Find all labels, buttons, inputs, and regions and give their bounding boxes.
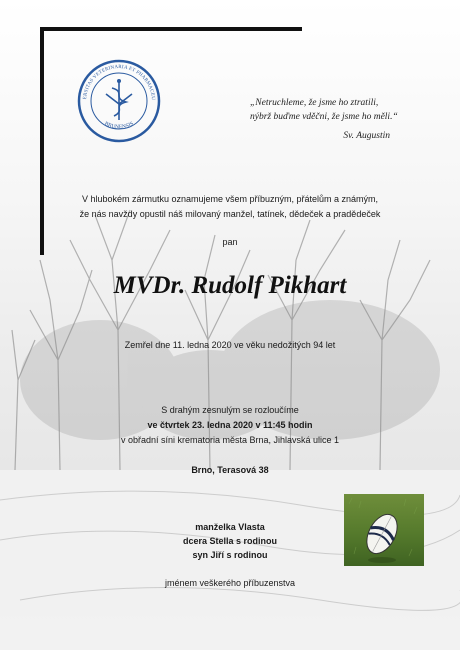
deceased-name: MVDr. Rudolf Pikhart	[113, 272, 347, 299]
funeral-line-1: S drahým zesnulým se rozloučíme	[161, 405, 299, 415]
announcement-intro	[60, 192, 400, 222]
seal-ring-text: ERSITAS VETERINARIA ET PHARMACEU	[83, 64, 156, 101]
quote-line-2: nýbrž buďme vděčni, že jsme ho měli.“	[250, 112, 398, 122]
funeral-details	[0, 403, 460, 448]
intro-line-2: že nás navždy opustil náš milovaný manžel, tatínek, dědeček a pradědeček	[79, 209, 381, 219]
quote-author: Sv. Augustin	[343, 131, 390, 141]
caduceus-seal-icon	[76, 58, 162, 144]
frame-top-border	[40, 27, 302, 31]
rugby-photo	[344, 494, 424, 566]
funeral-date: ve čtvrtek 23. ledna 2020 v 11:45 hodin	[147, 420, 313, 430]
seal-bottom-text: BRUNENSIS	[103, 120, 135, 131]
quote-line-1: „Netruchleme, že jsme ho ztratili,	[250, 98, 379, 108]
honorific: pan	[222, 237, 238, 247]
svg-text:BRUNENSIS	[103, 121, 134, 130]
relatives-line: jménem veškerého příbuzenstva	[164, 578, 296, 588]
mourner-son: syn Jiří s rodinou	[192, 550, 268, 560]
frame-left-border	[40, 27, 44, 255]
intro-line-1: V hlubokém zármutku oznamujeme všem příbuzným, přátelům a známým,	[81, 194, 379, 204]
family-address: Brno, Terasová 38	[191, 465, 269, 475]
death-notice: Zemřel dne 11. ledna 2020 ve věku nedožitých 94 let	[124, 340, 336, 350]
rugby-ball-icon	[344, 494, 424, 566]
mourner-daughter: dcera Stella s rodinou	[182, 536, 278, 546]
funeral-place: v obřadní síni krematoria města Brna, Jihlavská ulice 1	[120, 435, 340, 445]
mourner-wife: manželka Vlasta	[195, 522, 265, 532]
quote-block	[250, 96, 430, 143]
svg-text:UNIVERSITAS VETERINARIA ET PHA	[76, 58, 155, 101]
